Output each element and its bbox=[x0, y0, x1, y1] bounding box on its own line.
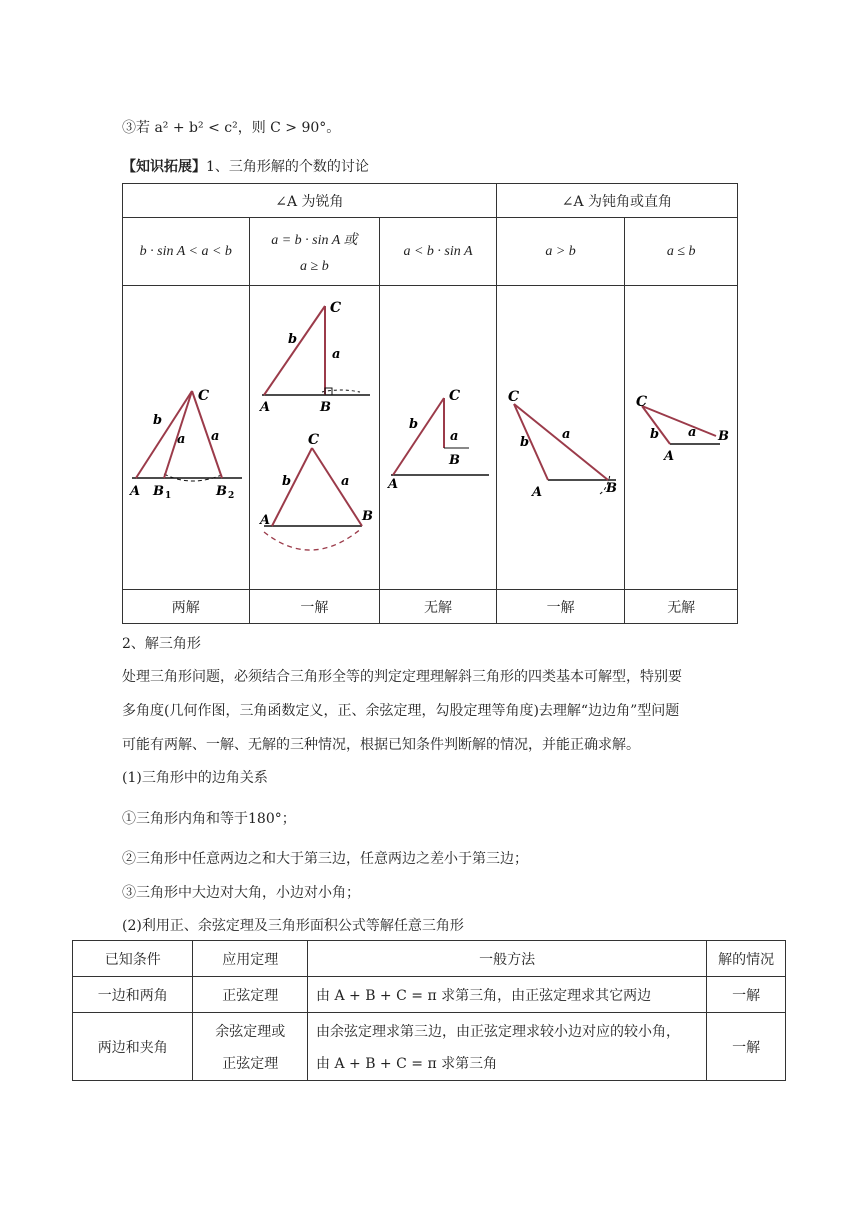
label-B-bot: B bbox=[362, 508, 374, 524]
item-3: ③三角形中大边对大角，小边对小角； bbox=[122, 885, 360, 901]
label-A-bot: A bbox=[260, 512, 271, 528]
row2-method-line-2: 由 A + B + C = π 求第三角 bbox=[316, 1055, 498, 1072]
section-2-title: 2、解三角形 bbox=[122, 636, 201, 652]
subsection-2: (2)利用正、余弦定理及三角形面积公式等解任意三角形 bbox=[122, 918, 464, 934]
label-A: A bbox=[531, 484, 542, 500]
knowledge-extension-heading bbox=[122, 157, 369, 177]
label-B: B bbox=[605, 480, 617, 496]
result-4: 一解 bbox=[496, 590, 625, 624]
diagram-obtuse-none bbox=[626, 288, 736, 588]
header-result: 解的情况 bbox=[707, 941, 786, 977]
diagram-obtuse-one bbox=[498, 288, 624, 588]
label-A: A bbox=[387, 476, 399, 492]
result-5: 无解 bbox=[625, 590, 738, 624]
label-A: A bbox=[664, 448, 675, 464]
label-B: B bbox=[448, 452, 460, 468]
label-a-bot: a bbox=[341, 473, 350, 489]
cond-one-solution bbox=[249, 218, 380, 286]
label-a: a bbox=[688, 424, 697, 440]
item-2: ②三角形中任意两边之和大于第三边，任意两边之差小于第三边； bbox=[122, 851, 528, 867]
diagram-one-solution bbox=[250, 288, 378, 588]
header-theorem: 应用定理 bbox=[193, 941, 308, 977]
solution-count-table bbox=[122, 183, 738, 624]
result-3: 无解 bbox=[380, 590, 497, 624]
row2-condition: 两边和夹角 bbox=[73, 1013, 193, 1081]
label-A: A bbox=[129, 483, 140, 499]
row1-theorem: 正弦定理 bbox=[193, 977, 308, 1013]
header-method: 一般方法 bbox=[308, 941, 707, 977]
label-B1: B bbox=[152, 483, 164, 499]
label-C: C bbox=[197, 387, 209, 404]
paragraph-line-2: 多角度(几何作图，三角函数定义，正、余弦定理，勾股定理等角度)去理解“边边角”型问题 bbox=[122, 703, 680, 719]
label-B1-sub: 1 bbox=[164, 490, 172, 501]
row2-theorem-line-1: 余弦定理或 bbox=[215, 1023, 286, 1040]
label-b: b bbox=[650, 426, 660, 442]
label-C-bot: C bbox=[308, 431, 320, 448]
row2-theorem-line-2: 正弦定理 bbox=[222, 1055, 279, 1072]
label-b: b bbox=[519, 434, 529, 450]
label-a2: a bbox=[210, 428, 220, 444]
diagram-two-solutions-cell bbox=[123, 286, 250, 590]
label-b: b bbox=[152, 412, 162, 428]
label-C: C bbox=[448, 387, 461, 404]
label-a: a bbox=[561, 426, 571, 442]
diagram-obtuse-none-cell bbox=[625, 286, 738, 590]
cond-line-1: a = b · sin A 或 bbox=[271, 232, 358, 248]
cond-no-solution: a < b · sin A bbox=[380, 218, 497, 286]
header-acute: ∠A 为锐角 bbox=[123, 184, 497, 218]
label-a1: a bbox=[176, 431, 186, 447]
label-b-top: b bbox=[288, 331, 298, 347]
cond-two-solutions: b · sin A < a < b bbox=[123, 218, 250, 286]
label-b-bot: b bbox=[282, 473, 292, 489]
extension-title: 1、三角形解的个数的讨论 bbox=[206, 159, 369, 175]
method-table bbox=[72, 940, 786, 1081]
row2-theorem bbox=[193, 1013, 308, 1081]
rule-3: ③若 a² + b² < c²，则 C > 90°。 bbox=[122, 120, 341, 136]
diagram-two-solutions bbox=[124, 288, 248, 588]
label-C-top: C bbox=[330, 299, 342, 316]
label-B: B bbox=[718, 428, 730, 444]
result-1: 两解 bbox=[123, 590, 250, 624]
label-B-top: B bbox=[320, 399, 332, 415]
label-A-top: A bbox=[260, 399, 271, 415]
row1-condition: 一边和两角 bbox=[73, 977, 193, 1013]
paragraph-line-3: 可能有两解、一解、无解的三种情况，根据已知条件判断解的情况，并能正确求解。 bbox=[122, 737, 640, 753]
label-C: C bbox=[507, 388, 519, 405]
row2-result: 一解 bbox=[707, 1013, 786, 1081]
label-b: b bbox=[408, 416, 419, 432]
label-B2: B bbox=[215, 483, 227, 499]
item-1: ①三角形内角和等于180°； bbox=[122, 811, 296, 827]
cond-line-2: a ≥ b bbox=[300, 258, 329, 274]
row2-method bbox=[308, 1013, 707, 1081]
header-condition: 已知条件 bbox=[73, 941, 193, 977]
diagram-one-solution-cell bbox=[249, 286, 380, 590]
label-B2-sub: 2 bbox=[227, 490, 235, 501]
label-a: a bbox=[449, 428, 459, 444]
cond-obtuse-one: a > b bbox=[496, 218, 625, 286]
extension-tag: 【知识拓展】 bbox=[122, 159, 206, 175]
row2-method-line-1: 由余弦定理求第三边，由正弦定理求较小边对应的较小角， bbox=[316, 1023, 680, 1040]
label-a-top: a bbox=[332, 346, 341, 362]
header-obtuse: ∠A 为钝角或直角 bbox=[496, 184, 737, 218]
result-2: 一解 bbox=[249, 590, 380, 624]
label-C: C bbox=[636, 393, 648, 410]
paragraph-line-1: 处理三角形问题，必须结合三角形全等的判定定理理解斜三角形的四类基本可解型，特别要 bbox=[122, 669, 682, 685]
cond-obtuse-none: a ≤ b bbox=[625, 218, 738, 286]
row1-result: 一解 bbox=[707, 977, 786, 1013]
diagram-no-solution-cell bbox=[380, 286, 497, 590]
diagram-no-solution bbox=[381, 288, 495, 588]
subsection-1: (1)三角形中的边角关系 bbox=[122, 770, 268, 786]
diagram-obtuse-one-cell bbox=[496, 286, 625, 590]
row1-method: 由 A + B + C = π 求第三角，由正弦定理求其它两边 bbox=[308, 977, 707, 1013]
